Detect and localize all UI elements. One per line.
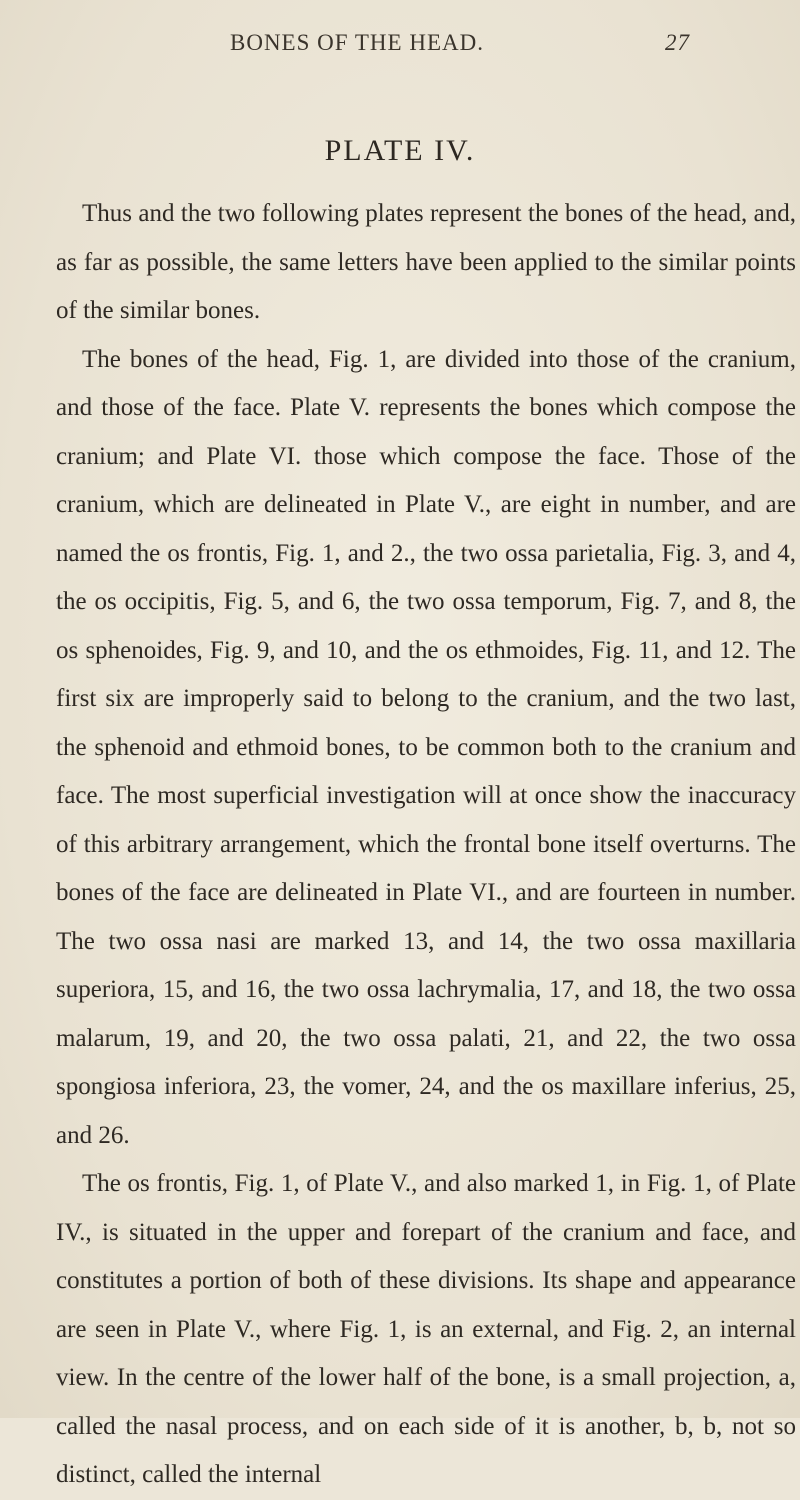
running-head-title: BONES OF THE HEAD. (230, 30, 484, 55)
body-text (56, 190, 796, 1500)
plate-title: PLATE IV. (324, 134, 476, 167)
paragraph: The os frontis, Fig. 1, of Plate V., and also marked 1, in Fig. 1, of Plate IV., is situated in the upper and forepart of the cranium and face, and constitutes a portion of both of these divisions. Its shape and appearance are seen in Plate V., where Fig. 1, is an external, and Fig. 2, an internal view. In the centre of the lower half of the bone, is a small projection, a, called the nasal process, and on each side of it is another, b, b, not so distinct, called the internal (56, 1170, 796, 1488)
paragraph: Thus and the two following plates represent the bones of the head, and, as far as possible, the same letters have been applied to the similar points of the similar bones. (56, 200, 796, 324)
paragraph: The bones of the head, Fig. 1, are divided into those of the cranium, and those of the face. Plate V. represents the bones which compose the cranium; and Plate VI. those which compose the face. Those of the cranium, which are delineated in Plate V., are eight in number, and are named the os frontis, Fig. 1, and 2., the two ossa parietalia, Fig. 3, and 4, the os occipitis, Fig. 5, and 6, the two ossa temporum, Fig. 7, and 8, the os sphenoides, Fig. 9, and 10, and the os ethmoides, Fig. 11, and 12. The first six are improperly said to belong to the cranium, and the two last, the sphenoid and ethmoid bones, to be common both to the cranium and face. The most superficial investigation will at once show the inaccuracy of this arbitrary arrangement, which the frontal bone itself overturns. The bones of the face are delineated in Plate VI., and are fourteen in number. The two ossa nasi are marked 13, and 14, the two ossa maxillaria superiora, 15, and 16, the two ossa lachrymalia, 17, and 18, the two ossa malarum, 19, and 20, the two ossa palati, 21, and 22, the two ossa spongiosa inferiora, 23, the vomer, 24, and the os maxillare inferius, 25, and 26. (56, 345, 796, 1149)
page-number: 27 (665, 30, 690, 55)
